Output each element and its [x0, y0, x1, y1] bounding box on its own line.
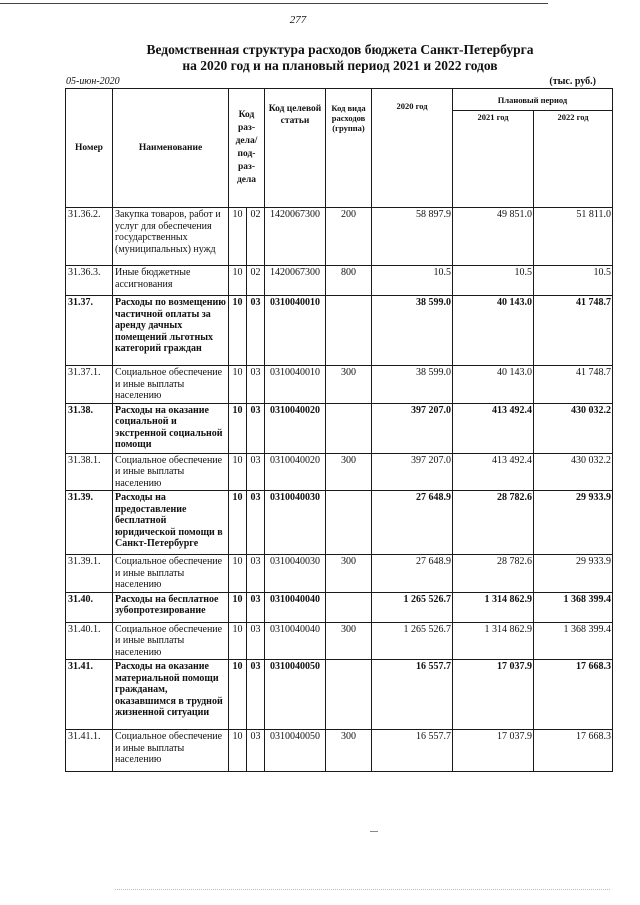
- row-value-2022: 1 368 399.4: [534, 622, 613, 660]
- row-target-code: 1420067300: [265, 266, 326, 296]
- row-value-2021: 40 143.0: [453, 366, 534, 404]
- row-target-code: 0310040010: [265, 366, 326, 404]
- row-number: 31.40.1.: [66, 622, 113, 660]
- row-target-code: 0310040020: [265, 403, 326, 453]
- table-row: [66, 296, 613, 366]
- header-target: Код целевой статьи: [265, 89, 326, 208]
- row-value-2022: 51 811.0: [534, 208, 613, 266]
- divider: [370, 831, 378, 832]
- row-subsection: 03: [247, 555, 265, 593]
- row-expense-type: [326, 296, 372, 366]
- table-row: [66, 592, 613, 622]
- row-expense-type: 300: [326, 555, 372, 593]
- table-row: [66, 622, 613, 660]
- row-name: Иные бюджетные ассигнования: [113, 266, 229, 296]
- row-expense-type: 300: [326, 453, 372, 491]
- header-2021: 2021 год: [453, 111, 534, 208]
- row-expense-type: 300: [326, 730, 372, 772]
- table-row: [66, 266, 613, 296]
- row-value-2022: 430 032.2: [534, 453, 613, 491]
- table-row: [66, 453, 613, 491]
- header-number: Номер: [66, 89, 113, 208]
- row-expense-type: [326, 592, 372, 622]
- row-value-2020: 16 557.7: [372, 660, 453, 730]
- row-subsection: 03: [247, 366, 265, 404]
- row-value-2022: 41 748.7: [534, 366, 613, 404]
- row-value-2022: 10.5: [534, 266, 613, 296]
- row-value-2021: 49 851.0: [453, 208, 534, 266]
- row-subsection: 03: [247, 491, 265, 555]
- row-subsection: 03: [247, 403, 265, 453]
- row-value-2020: 397 207.0: [372, 453, 453, 491]
- header-2022: 2022 год: [534, 111, 613, 208]
- table-row: [66, 730, 613, 772]
- row-name: Расходы по возмещению частичной оплаты за аренду дачных помещений льготных категорий граждан: [113, 296, 229, 366]
- table-body: [66, 208, 613, 772]
- row-expense-type: 200: [326, 208, 372, 266]
- row-number: 31.36.3.: [66, 266, 113, 296]
- row-value-2021: 17 037.9: [453, 730, 534, 772]
- row-value-2020: 16 557.7: [372, 730, 453, 772]
- row-expense-type: [326, 403, 372, 453]
- row-section: 10: [229, 660, 247, 730]
- row-number: 31.38.1.: [66, 453, 113, 491]
- table-row: [66, 660, 613, 730]
- row-number: 31.40.: [66, 592, 113, 622]
- row-value-2020: 1 265 526.7: [372, 592, 453, 622]
- row-expense-type: [326, 660, 372, 730]
- row-expense-type: [326, 491, 372, 555]
- row-value-2020: 38 599.0: [372, 296, 453, 366]
- row-target-code: 1420067300: [265, 208, 326, 266]
- row-number: 31.39.1.: [66, 555, 113, 593]
- row-subsection: 02: [247, 266, 265, 296]
- row-name: Расходы на оказание социальной и экстренной социальной помощи: [113, 403, 229, 453]
- row-number: 31.38.: [66, 403, 113, 453]
- row-number: 31.36.2.: [66, 208, 113, 266]
- table-row: [66, 555, 613, 593]
- row-value-2022: 17 668.3: [534, 660, 613, 730]
- document-date: 05-июн-2020: [66, 76, 120, 87]
- row-value-2022: 29 933.9: [534, 491, 613, 555]
- row-subsection: 03: [247, 592, 265, 622]
- row-value-2021: 40 143.0: [453, 296, 534, 366]
- row-target-code: 0310040040: [265, 592, 326, 622]
- row-number: 31.41.1.: [66, 730, 113, 772]
- row-section: 10: [229, 366, 247, 404]
- header-planned-period: Плановый период: [453, 89, 613, 111]
- table-row: [66, 208, 613, 266]
- row-subsection: 03: [247, 730, 265, 772]
- footer-rule: [115, 889, 610, 890]
- row-value-2020: 58 897.9: [372, 208, 453, 266]
- row-expense-type: 300: [326, 366, 372, 404]
- row-number: 31.37.: [66, 296, 113, 366]
- row-value-2021: 28 782.6: [453, 555, 534, 593]
- row-value-2021: 413 492.4: [453, 453, 534, 491]
- table-row: [66, 491, 613, 555]
- row-value-2021: 1 314 862.9: [453, 592, 534, 622]
- row-value-2021: 413 492.4: [453, 403, 534, 453]
- row-section: 10: [229, 555, 247, 593]
- row-target-code: 0310040040: [265, 622, 326, 660]
- row-subsection: 02: [247, 208, 265, 266]
- row-value-2020: 1 265 526.7: [372, 622, 453, 660]
- table-row: [66, 366, 613, 404]
- row-section: 10: [229, 491, 247, 555]
- row-section: 10: [229, 403, 247, 453]
- row-value-2020: 397 207.0: [372, 403, 453, 453]
- row-value-2021: 28 782.6: [453, 491, 534, 555]
- row-name: Социальное обеспечение и иные выплаты населению: [113, 366, 229, 404]
- header-expense-type: Код вида расходов (группа): [326, 89, 372, 208]
- row-value-2022: 29 933.9: [534, 555, 613, 593]
- row-value-2022: 430 032.2: [534, 403, 613, 453]
- row-number: 31.41.: [66, 660, 113, 730]
- page-number: 277: [289, 14, 307, 26]
- row-name: Социальное обеспечение и иные выплаты населению: [113, 555, 229, 593]
- units-label: (тыс. руб.): [549, 76, 596, 87]
- row-section: 10: [229, 730, 247, 772]
- row-target-code: 0310040020: [265, 453, 326, 491]
- row-name: Закупка товаров, работ и услуг для обеспечения государственных (муниципальных) нужд: [113, 208, 229, 266]
- row-expense-type: 300: [326, 622, 372, 660]
- top-rule: [0, 3, 548, 4]
- row-target-code: 0310040010: [265, 296, 326, 366]
- row-value-2020: 10.5: [372, 266, 453, 296]
- row-subsection: 03: [247, 296, 265, 366]
- row-subsection: 03: [247, 622, 265, 660]
- row-value-2022: 17 668.3: [534, 730, 613, 772]
- row-target-code: 0310040050: [265, 660, 326, 730]
- row-subsection: 03: [247, 660, 265, 730]
- row-value-2021: 10.5: [453, 266, 534, 296]
- header-section: Код раз-дела/ под-раз-дела: [229, 89, 265, 208]
- row-section: 10: [229, 266, 247, 296]
- row-section: 10: [229, 622, 247, 660]
- document-title-line2: на 2020 год и на плановый период 2021 и 2022 годов: [182, 58, 498, 73]
- row-subsection: 03: [247, 453, 265, 491]
- row-name: Социальное обеспечение и иные выплаты населению: [113, 622, 229, 660]
- row-value-2020: 38 599.0: [372, 366, 453, 404]
- row-name: Социальное обеспечение и иные выплаты населению: [113, 730, 229, 772]
- row-number: 31.37.1.: [66, 366, 113, 404]
- row-section: 10: [229, 453, 247, 491]
- table-row: [66, 403, 613, 453]
- document-title-line1: Ведомственная структура расходов бюджета Санкт-Петербурга: [146, 42, 534, 57]
- row-target-code: 0310040030: [265, 491, 326, 555]
- row-number: 31.39.: [66, 491, 113, 555]
- row-target-code: 0310040030: [265, 555, 326, 593]
- row-name: Расходы на предоставление бесплатной юридической помощи в Санкт-Петербурге: [113, 491, 229, 555]
- row-value-2020: 27 648.9: [372, 555, 453, 593]
- row-target-code: 0310040050: [265, 730, 326, 772]
- header-2020: 2020 год: [372, 89, 453, 208]
- budget-table: [65, 88, 613, 772]
- row-value-2022: 41 748.7: [534, 296, 613, 366]
- row-value-2020: 27 648.9: [372, 491, 453, 555]
- row-name: Расходы на оказание материальной помощи гражданам, оказавшимся в трудной жизненной ситуации: [113, 660, 229, 730]
- row-name: Расходы на бесплатное зубопротезирование: [113, 592, 229, 622]
- row-section: 10: [229, 208, 247, 266]
- row-expense-type: 800: [326, 266, 372, 296]
- row-section: 10: [229, 592, 247, 622]
- row-value-2022: 1 368 399.4: [534, 592, 613, 622]
- row-section: 10: [229, 296, 247, 366]
- row-value-2021: 1 314 862.9: [453, 622, 534, 660]
- header-name: Наименование: [113, 89, 229, 208]
- row-value-2021: 17 037.9: [453, 660, 534, 730]
- row-name: Социальное обеспечение и иные выплаты населению: [113, 453, 229, 491]
